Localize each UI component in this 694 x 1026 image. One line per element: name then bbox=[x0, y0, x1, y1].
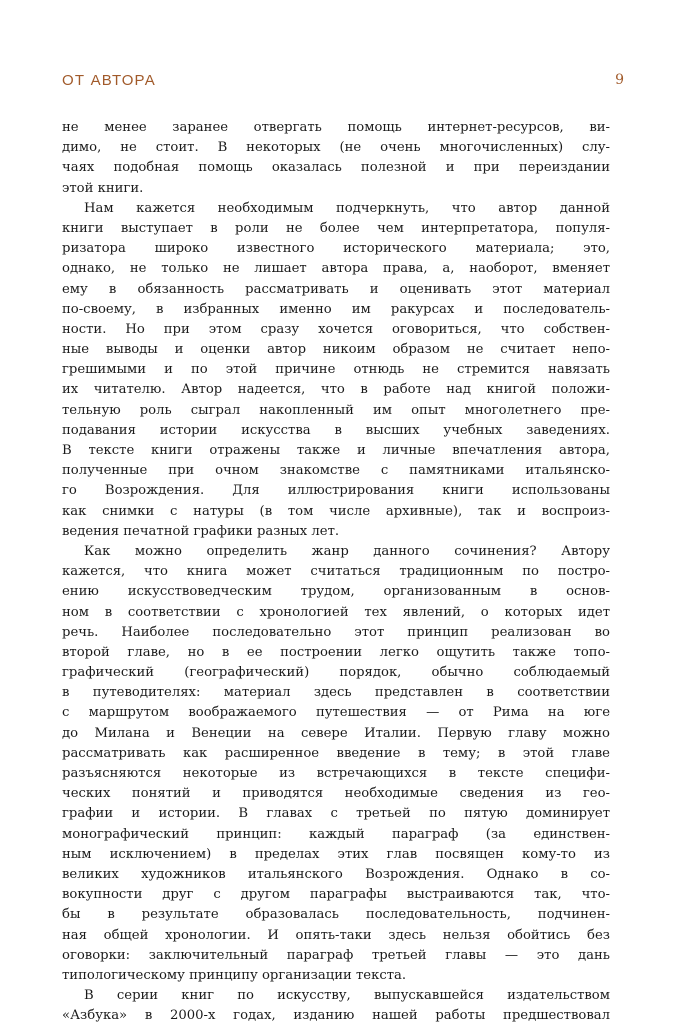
text-line: рассматривать как расширенное введение в тему; в этой главе bbox=[62, 745, 610, 761]
paragraph-first-line: Как можно определить жанр данного сочинения? Автору bbox=[84, 543, 610, 559]
text-line: ным исключением) в пределах этих глав посвящен кому-то из bbox=[62, 846, 610, 862]
text-line: димо, не стоит. В некоторых (не очень многочисленных) слу- bbox=[62, 140, 610, 156]
text-line: второй главе, но в ее построении легко ощутить также топо- bbox=[62, 644, 610, 660]
text-line: типологическому принципу организации текста. bbox=[62, 967, 407, 983]
text-line: ению искусствоведческим трудом, организованным в основ- bbox=[62, 584, 610, 600]
text-line: го Возрождения. Для иллюстрирования книги использованы bbox=[62, 483, 610, 499]
text-line: речь. Наиболее последовательно этот принцип реализован во bbox=[62, 624, 610, 640]
text-line: графии и истории. В главах с третьей по пятую доминирует bbox=[62, 806, 610, 822]
text-line: тельную роль сыграл накопленный им опыт многолетнего пре- bbox=[62, 402, 610, 418]
text-line: их читателю. Автор надеется, что в работе над книгой положи- bbox=[62, 382, 610, 398]
paragraph-first-line: Нам кажется необходимым подчеркнуть, что автор данной bbox=[84, 200, 610, 216]
text-line: по-своему, в избранных именно им ракурсах и последователь- bbox=[62, 301, 610, 317]
text-line: с маршрутом воображаемого путешествия — от Рима на юге bbox=[62, 705, 610, 721]
text-line: монографический принцип: каждый параграф (за единствен- bbox=[62, 826, 610, 842]
text-line: ему в обязанность рассматривать и оценивать этот материал bbox=[62, 281, 610, 297]
text-line: бы в результате образовалась последовательность, подчинен- bbox=[62, 907, 610, 923]
text-line: оговорки: заключительный параграф третьей главы — это дань bbox=[62, 947, 610, 963]
page-number: 9 bbox=[615, 72, 624, 88]
text-line: ная общей хронологии. И опять-таки здесь нельзя обойтись без bbox=[62, 927, 610, 943]
text-line: великих художников итальянского Возрождения. Однако в со- bbox=[62, 866, 610, 882]
text-line: кажется, что книга может считаться традиционным по постро- bbox=[62, 564, 610, 580]
text-line: чаях подобная помощь оказалась полезной и при переиздании bbox=[62, 160, 610, 176]
text-line: ризатора широко известного исторического материала; это, bbox=[62, 241, 610, 257]
text-line: полученные при очном знакомстве с памятниками итальянско- bbox=[62, 463, 610, 479]
text-line: книги выступает в роли не более чем интерпретатора, популя- bbox=[62, 220, 610, 236]
text-line: В тексте книги отражены также и личные впечатления автора, bbox=[62, 443, 610, 458]
text-line: ческих понятий и приводятся необходимые сведения из гео- bbox=[62, 786, 610, 802]
page-header bbox=[62, 72, 624, 96]
body-text bbox=[62, 118, 610, 1026]
text-line: этой книги. bbox=[62, 180, 144, 196]
section-title: ОТ АВТОРА bbox=[62, 72, 156, 89]
text-line: до Милана и Венеции на севере Италии. Первую главу можно bbox=[62, 725, 610, 741]
text-line: в путеводителях: материал здесь представлен в соответствии bbox=[62, 685, 610, 701]
text-line: ном в соответствии с хронологией тех явлений, о которых идет bbox=[62, 604, 610, 620]
text-line: ные выводы и оценки автор никоим образом не считает непо- bbox=[62, 342, 610, 358]
text-line: ности. Но при этом сразу хочется оговориться, что собствен- bbox=[62, 321, 610, 337]
text-line: не менее заранее отвергать помощь интернет-ресурсов, ви- bbox=[62, 120, 610, 135]
text-line: грешимыми и по этой причине отнюдь не стремится навязать bbox=[62, 362, 610, 378]
text-line: как снимки с натуры (в том числе архивные), так и воспроиз- bbox=[62, 503, 610, 519]
text-line: разъясняются некоторые из встречающихся в тексте специфи- bbox=[62, 766, 610, 781]
text-line: графический (географический) порядок, обычно соблюдаемый bbox=[62, 665, 610, 681]
text-line: вокупности друг с другом параграфы выстраиваются так, что- bbox=[62, 887, 610, 903]
text-line: однако, не только не лишает автора права, а, наоборот, вменяет bbox=[62, 261, 610, 277]
text-line: «Азбука» в 2000-х годах, изданию нашей работы предшествовал bbox=[62, 1008, 610, 1024]
text-line: ведения печатной графики разных лет. bbox=[62, 523, 340, 539]
text-line: подавания истории искусства в высших учебных заведениях. bbox=[62, 422, 610, 438]
paragraph-first-line: В серии книг по искусству, выпускавшейся издательством bbox=[84, 988, 610, 1004]
